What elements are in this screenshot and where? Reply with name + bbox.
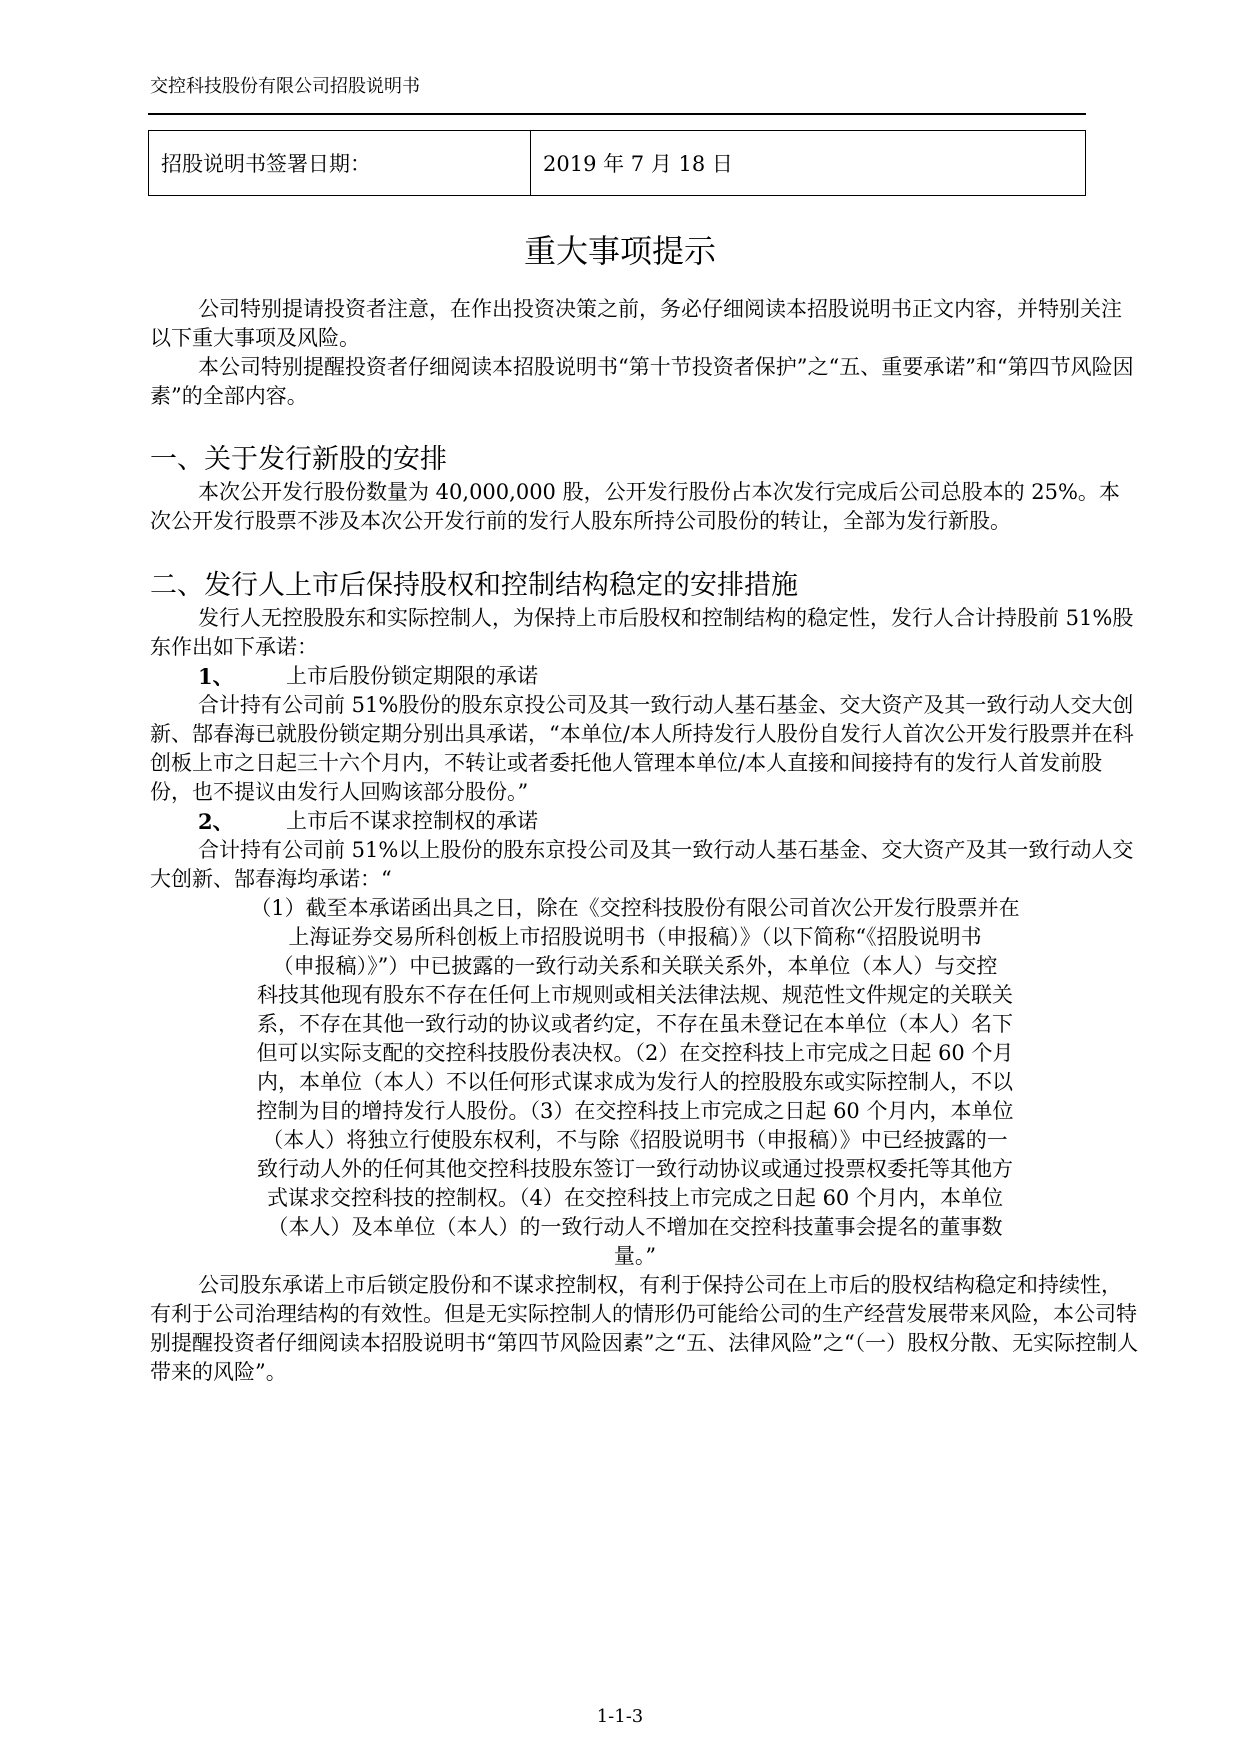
running-header: 交控科技股份有限公司招股说明书 xyxy=(150,76,420,97)
quote-line: （申报稿）》”）中已披露的一致行动关系和关联关系外，本单位（本人）与交控 xyxy=(272,954,998,978)
item-1-heading xyxy=(198,662,1140,691)
signing-date-label: 招股说明书签署日期： xyxy=(149,131,531,195)
quote-line: 系，不存在其他一致行动的协议或者约定，不存在虽未登记在本单位（本人）名下 xyxy=(257,1012,1013,1036)
item-2-heading xyxy=(198,807,1140,836)
page-title: 重大事项提示 xyxy=(523,232,716,270)
header-rule xyxy=(148,113,1086,115)
quote-line: （1）截至本承诺函出具之日，除在《交控科技股份有限公司首次公开发行股票并在 xyxy=(250,896,1020,920)
section-2-paragraph: 发行人无控股股东和实际控制人，为保持上市后股权和控制结构的稳定性，发行人合计持股前 51%股东作出如下承诺： xyxy=(150,606,1134,659)
quote-line: （本人）将独立行使股东权利，不与除《招股说明书（申报稿）》中已经披露的一 xyxy=(262,1128,1008,1152)
quote-line: 致行动人外的任何其他交控科技股东签订一致行动协议或通过投票权委托等其他方 xyxy=(257,1157,1013,1181)
quote-line: 上海证券交易所科创板上市招股说明书（申报稿）》（以下简称“《招股说明书 xyxy=(288,925,982,949)
intro-paragraph-1: 公司特别提请投资者注意，在作出投资决策之前，务必仔细阅读本招股说明书正文内容，并特别关注以下重大事项及风险。 xyxy=(150,297,1122,350)
document-body xyxy=(150,295,1140,1387)
section-1-heading: 一、关于发行新股的安排 xyxy=(150,444,447,475)
intro-paragraph-2: 本公司特别提醒投资者仔细阅读本招股说明书“第十节投资者保护”之“五、重要承诺”和“第四节风险因素”的全部内容。 xyxy=(150,355,1134,408)
quote-line: 式谋求交控科技的控制权。（4）在交控科技上市完成之日起 60 个月内，本单位 xyxy=(267,1186,1003,1210)
commitment-quote xyxy=(170,894,1100,1271)
quote-line: 科技其他现有股东不存在任何上市规则或相关法律法规、规范性文件规定的关联关 xyxy=(257,983,1013,1007)
signing-date-value: 2019 年 7 月 18 日 xyxy=(543,152,733,176)
quote-line: 内，本单位（本人）不以任何形式谋求成为发行人的控股股东或实际控制人，不以 xyxy=(257,1070,1013,1094)
item-1-title: 上市后股份锁定期限的承诺 xyxy=(286,664,538,688)
page-number: 1-1-3 xyxy=(596,1706,644,1727)
quote-line: （本人）及本单位（本人）的一致行动人不增加在交控科技董事会提名的董事数 xyxy=(267,1215,1003,1239)
item-1-text: 合计持有公司前 51%股份的股东京投公司及其一致行动人基石基金、交大资产及其一致行动人交大创新、郜春海已就股份锁定期分别出具承诺，“本单位/本人所持发行人股份自发行人首次公开发行股票并在科创板上市之日起三十六个月内，不转让或者委托他人管理本单位/本人直接和间接持有的发行人首发前股份，也不提议由发行人回购该部分股份。” xyxy=(150,693,1134,804)
section-2-heading: 二、发行人上市后保持股权和控制结构稳定的安排措施 xyxy=(150,570,798,601)
signing-date-table xyxy=(148,130,1086,196)
quote-line: 控制为目的增持发行人股份。（3）在交控科技上市完成之日起 60 个月内，本单位 xyxy=(256,1099,1014,1123)
quote-line: 量。” xyxy=(613,1244,657,1268)
item-1-number: 1、 xyxy=(198,664,234,689)
section-1-paragraph: 本次公开发行股份数量为 40,000,000 股，公开发行股份占本次发行完成后公司总股本的 25%。本次公开发行股票不涉及本次公开发行前的发行人股东所持公司股份的转让，全部为发行新股。 xyxy=(150,480,1120,533)
section-2-closing-paragraph: 公司股东承诺上市后锁定股份和不谋求控制权，有利于保持公司在上市后的股权结构稳定和持续性，有利于公司治理结构的有效性。但是无实际控制人的情形仍可能给公司的生产经营发展带来风险，本公司特别提醒投资者仔细阅读本招股说明书“第四节风险因素”之“五、法律风险”之“（一）股权分散、无实际控制人带来的风险”。 xyxy=(150,1273,1139,1384)
quote-line: 但可以实际支配的交控科技股份表决权。（2）在交控科技上市完成之日起 60 个月 xyxy=(256,1041,1014,1065)
item-2-title: 上市后不谋求控制权的承诺 xyxy=(286,809,538,833)
item-2-number: 2、 xyxy=(198,809,234,834)
item-2-text: 合计持有公司前 51%以上股份的股东京投公司及其一致行动人基石基金、交大资产及其一致行动人交大创新、郜春海均承诺：“ xyxy=(150,838,1134,891)
